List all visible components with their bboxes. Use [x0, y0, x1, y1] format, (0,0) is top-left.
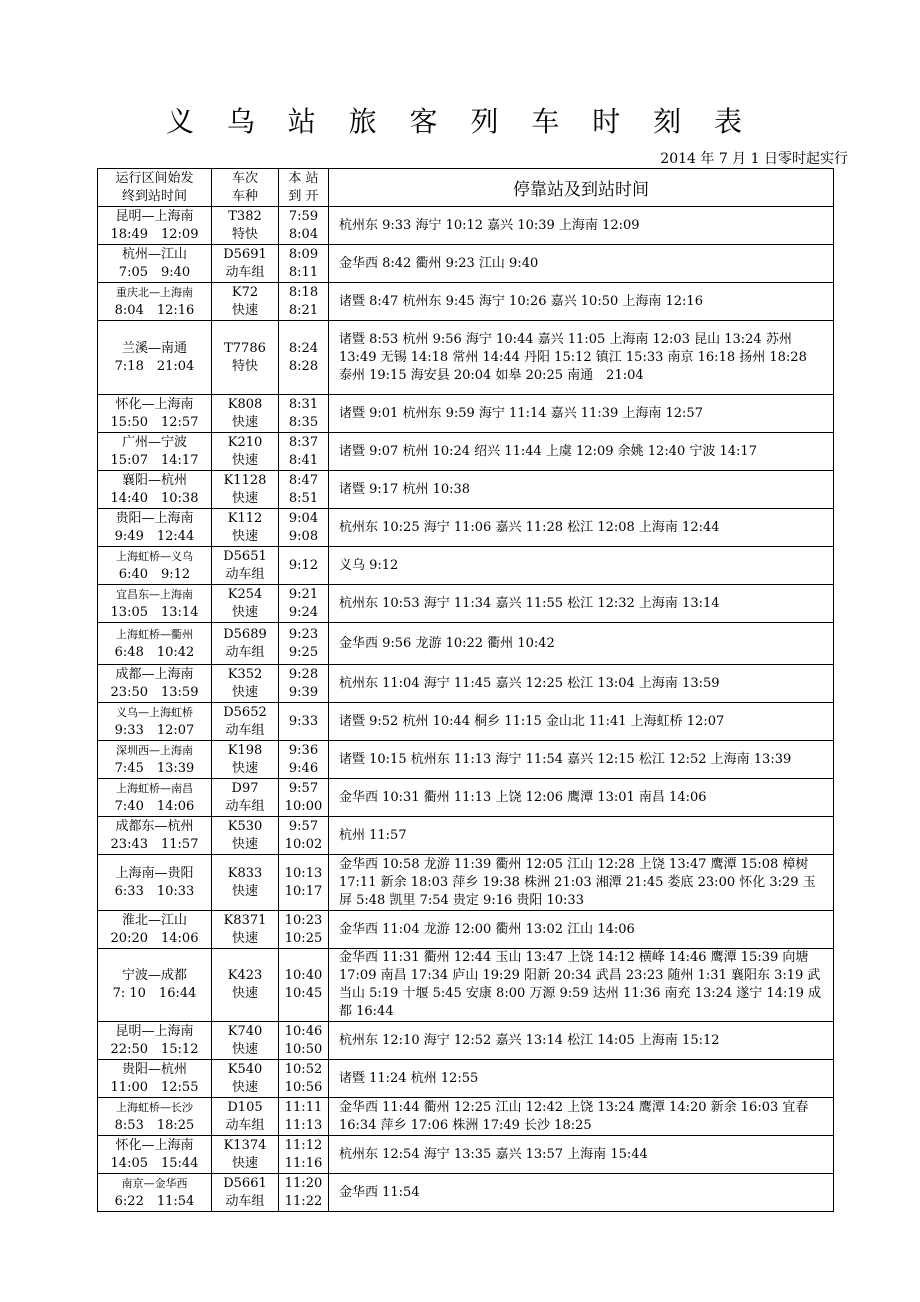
table-row	[98, 623, 834, 665]
effective-date: 2014 年 7 月 1 日零时起实行	[660, 151, 848, 167]
table-row	[98, 207, 834, 245]
table-row	[98, 547, 834, 585]
train-cell	[212, 1174, 279, 1212]
table-row	[98, 1136, 834, 1174]
table-row	[98, 245, 834, 283]
route-cell	[98, 585, 212, 623]
train-cell	[212, 207, 279, 245]
arrival-time: 10:40	[284, 968, 323, 983]
stops-cell: 金华西 11:44 衢州 12:25 江山 12:42 上饶 13:24 鹰潭 14:20 新余 16:03 宜春 16:34 萍乡 17:06 株洲 17:49 长沙 18:25	[329, 1098, 834, 1136]
arrival-time: 8:24	[288, 340, 319, 356]
route-times: 7: 10 16:44	[112, 986, 197, 1001]
station-times-cell	[279, 741, 329, 779]
train-number: K833	[227, 865, 263, 881]
departure-time: 10:50	[284, 1041, 323, 1057]
station-times-cell	[279, 321, 329, 395]
station-times-cell	[279, 1022, 329, 1060]
arrival-time: 10:13	[284, 865, 323, 881]
route-name: 襄阳—杭州	[121, 472, 187, 488]
train-number: K540	[227, 1061, 263, 1077]
arrival-time: 9:57	[288, 780, 319, 796]
header-train-line2: 车种	[231, 188, 258, 204]
route-cell	[98, 779, 212, 817]
train-number: K1374	[223, 1137, 267, 1153]
departure-time: 8:21	[288, 302, 319, 318]
train-type: 快速	[231, 302, 258, 318]
route-cell	[98, 509, 212, 547]
departure-time: 11:22	[284, 1193, 323, 1209]
route-cell	[98, 245, 212, 283]
station-times-cell	[279, 207, 329, 245]
train-number: T7786	[224, 340, 266, 356]
train-cell	[212, 509, 279, 547]
departure-time: 8:28	[288, 358, 319, 374]
train-number: T382	[228, 208, 262, 224]
train-number: D5661	[223, 1175, 267, 1191]
arrival-time: 9:04	[288, 510, 319, 526]
stops-cell: 金华西 8:42 衢州 9:23 江山 9:40	[329, 245, 834, 283]
train-cell	[212, 779, 279, 817]
train-type: 快速	[231, 414, 258, 430]
station-times-cell	[279, 817, 329, 855]
departure-time: 8:51	[288, 490, 319, 506]
route-times: 9:33 12:07	[114, 722, 195, 738]
arrival-time: 8:37	[288, 434, 319, 450]
route-times: 18:49 12:09	[110, 226, 199, 242]
train-type: 快速	[231, 490, 258, 506]
table-row	[98, 703, 834, 741]
header-station-line1: 本 站	[288, 170, 319, 186]
route-name: 贵阳—杭州	[121, 1061, 187, 1077]
table-row	[98, 471, 834, 509]
arrival-time: 9:57	[288, 818, 319, 834]
arrival-time: 8:18	[288, 284, 319, 300]
departure-time: 10:02	[284, 836, 323, 852]
table-row	[98, 855, 834, 911]
train-type: 动车组	[225, 1117, 265, 1133]
departure-time: 10:00	[284, 798, 323, 814]
table-row	[98, 1174, 834, 1212]
route-cell	[98, 949, 212, 1022]
route-times: 15:07 14:17	[110, 452, 199, 468]
train-cell	[212, 741, 279, 779]
route-cell	[98, 911, 212, 949]
train-number: D5652	[223, 704, 267, 720]
train-cell	[212, 321, 279, 395]
table-row	[98, 665, 834, 703]
route-times: 15:50 12:57	[110, 414, 199, 430]
stops-cell: 金华西 9:56 龙游 10:22 衢州 10:42	[329, 623, 834, 665]
header-train-line1: 车次	[231, 170, 258, 186]
stops-cell: 义乌 9:12	[329, 547, 834, 585]
departure-time: 9:25	[288, 644, 319, 660]
header-route-line2: 终到站时间	[121, 188, 187, 204]
stops-cell: 诸暨 9:17 杭州 10:38	[329, 471, 834, 509]
departure-time: 10:17	[284, 883, 323, 899]
station-times-cell	[279, 1136, 329, 1174]
table-row	[98, 321, 834, 395]
train-number: K112	[227, 510, 263, 526]
train-type: 快速	[231, 930, 258, 946]
train-type: 快速	[231, 684, 258, 700]
train-number: D97	[231, 780, 259, 796]
train-type: 动车组	[225, 644, 265, 660]
stops-cell: 诸暨 9:52 杭州 10:44 桐乡 11:15 金山北 11:41 上海虹桥 12:07	[329, 703, 834, 741]
train-cell	[212, 817, 279, 855]
station-times-cell	[279, 779, 329, 817]
arrival-time: 9:12	[288, 557, 319, 573]
train-cell	[212, 283, 279, 321]
table-row	[98, 949, 834, 1022]
train-cell	[212, 395, 279, 433]
train-cell	[212, 1136, 279, 1174]
route-times: 6:40 9:12	[118, 566, 191, 582]
route-times: 7:45 13:39	[114, 760, 195, 776]
table-row	[98, 817, 834, 855]
timetable-body	[98, 207, 834, 1212]
train-cell	[212, 433, 279, 471]
train-type: 快速	[231, 452, 258, 468]
route-name: 重庆北—上海南	[116, 285, 193, 299]
stops-cell: 诸暨 9:07 杭州 10:24 绍兴 11:44 上虞 12:09 余姚 12:40 宁波 14:17	[329, 433, 834, 471]
route-times: 20:20 14:06	[110, 930, 199, 946]
stops-cell: 诸暨 9:01 杭州东 9:59 海宁 11:14 嘉兴 11:39 上海南 12:57	[329, 395, 834, 433]
stops-cell: 杭州东 12:54 海宁 13:35 嘉兴 13:57 上海南 15:44	[329, 1136, 834, 1174]
route-times: 8:04 12:16	[114, 302, 195, 318]
train-type: 快速	[231, 1041, 258, 1057]
train-cell	[212, 1022, 279, 1060]
station-times-cell	[279, 245, 329, 283]
header-station-line2: 到 开	[288, 188, 319, 204]
route-times: 9:49 12:44	[114, 528, 195, 544]
train-number: K1128	[223, 472, 267, 488]
departure-time: 9:24	[288, 604, 319, 620]
arrival-time: 10:46	[284, 1023, 323, 1039]
route-cell	[98, 207, 212, 245]
departure-time: 10:45	[284, 986, 323, 1001]
stops-cell: 杭州东 12:10 海宁 12:52 嘉兴 13:14 松江 14:05 上海南 15:12	[329, 1022, 834, 1060]
route-name: 成都—上海南	[115, 666, 194, 682]
route-name: 南京—金华西	[121, 1176, 188, 1190]
station-times-cell	[279, 433, 329, 471]
station-times-cell	[279, 855, 329, 911]
route-cell	[98, 1136, 212, 1174]
route-cell	[98, 665, 212, 703]
route-times: 6:33 10:33	[114, 883, 195, 899]
route-name: 上海虹桥—义乌	[116, 549, 193, 563]
station-times-cell	[279, 1098, 329, 1136]
route-cell	[98, 855, 212, 911]
stops-cell: 杭州东 11:04 海宁 11:45 嘉兴 12:25 松江 13:04 上海南 13:59	[329, 665, 834, 703]
route-name: 昆明—上海南	[115, 208, 194, 224]
route-name: 宜昌东—上海南	[116, 587, 193, 601]
stops-cell: 杭州东 10:25 海宁 11:06 嘉兴 11:28 松江 12:08 上海南 12:44	[329, 509, 834, 547]
route-times: 11:00 12:55	[110, 1079, 199, 1095]
train-type: 动车组	[225, 566, 265, 582]
stops-cell: 杭州 11:57	[329, 817, 834, 855]
route-cell	[98, 471, 212, 509]
train-type: 快速	[231, 1079, 258, 1095]
train-cell	[212, 623, 279, 665]
departure-time: 8:41	[288, 452, 319, 468]
route-name: 贵阳—上海南	[115, 510, 194, 526]
station-times-cell	[279, 703, 329, 741]
train-number: D5651	[223, 548, 267, 564]
route-times: 7:05 9:40	[118, 264, 191, 280]
train-cell	[212, 471, 279, 509]
arrival-time: 10:52	[284, 1061, 323, 1077]
table-row	[98, 911, 834, 949]
station-times-cell	[279, 585, 329, 623]
station-times-cell	[279, 623, 329, 665]
table-row	[98, 1060, 834, 1098]
arrival-time: 7:59	[288, 208, 319, 224]
arrival-time: 11:20	[284, 1175, 323, 1191]
train-type: 快速	[231, 1155, 258, 1171]
route-name: 上海南—贵阳	[115, 865, 194, 881]
arrival-time: 9:33	[288, 713, 319, 729]
station-times-cell	[279, 547, 329, 585]
route-cell	[98, 1174, 212, 1212]
station-times-cell	[279, 509, 329, 547]
route-cell	[98, 703, 212, 741]
stops-cell: 杭州东 9:33 海宁 10:12 嘉兴 10:39 上海南 12:09	[329, 207, 834, 245]
departure-time: 8:04	[288, 226, 319, 242]
departure-time: 8:35	[288, 414, 319, 430]
stops-cell: 金华西 11:54	[329, 1174, 834, 1212]
route-name: 义乌—上海虹桥	[116, 705, 193, 719]
route-times: 6:22 11:54	[114, 1193, 195, 1209]
train-type: 快速	[231, 883, 258, 899]
route-times: 23:43 11:57	[110, 836, 199, 852]
header-station	[279, 169, 329, 207]
route-times: 6:48 10:42	[114, 644, 195, 660]
departure-time: 9:46	[288, 760, 319, 776]
station-times-cell	[279, 1060, 329, 1098]
departure-time: 9:39	[288, 684, 319, 700]
train-cell	[212, 547, 279, 585]
departure-time: 11:16	[284, 1155, 323, 1171]
train-type: 动车组	[225, 798, 265, 814]
route-times: 14:40 10:38	[110, 490, 199, 506]
arrival-time: 8:31	[288, 396, 319, 412]
train-type: 动车组	[225, 1193, 265, 1209]
timetable	[97, 168, 834, 1212]
train-type: 快速	[231, 604, 258, 620]
departure-time: 10:56	[284, 1079, 323, 1095]
table-row	[98, 741, 834, 779]
departure-time: 9:08	[288, 528, 319, 544]
table-row	[98, 779, 834, 817]
train-type: 快速	[231, 528, 258, 544]
route-name: 上海虹桥—长沙	[116, 1100, 193, 1114]
train-cell	[212, 703, 279, 741]
train-number: K808	[227, 396, 263, 412]
route-cell	[98, 395, 212, 433]
header-stops: 停靠站及到站时间	[329, 169, 834, 207]
route-cell	[98, 1098, 212, 1136]
stops-cell: 金华西 10:58 龙游 11:39 衢州 12:05 江山 12:28 上饶 13:47 鹰潭 15:08 樟树 17:11 新余 18:03 萍乡 19:38 株洲 21:03 湘潭 21:45 娄底 23:00 怀化 3:29 玉屏 5:48 凯里 7:54 贵定 9:16 贵阳 10:33	[329, 855, 834, 911]
route-times: 8:53 18:25	[114, 1117, 195, 1133]
route-name: 兰溪—南通	[121, 340, 187, 356]
train-cell	[212, 1098, 279, 1136]
stops-cell: 诸暨 8:47 杭州东 9:45 海宁 10:26 嘉兴 10:50 上海南 12:16	[329, 283, 834, 321]
route-name: 上海虹桥—南昌	[116, 781, 193, 795]
table-row	[98, 433, 834, 471]
train-cell	[212, 665, 279, 703]
route-name: 昆明—上海南	[115, 1023, 194, 1039]
station-times-cell	[279, 949, 329, 1022]
stops-cell: 杭州东 10:53 海宁 11:34 嘉兴 11:55 松江 12:32 上海南 13:14	[329, 585, 834, 623]
train-number: K254	[227, 586, 263, 602]
train-number: K198	[227, 742, 263, 758]
train-number: K530	[227, 818, 263, 834]
route-times: 13:05 13:14	[110, 604, 199, 620]
arrival-time: 11:12	[284, 1137, 323, 1153]
stops-cell: 诸暨 8:53 杭州 9:56 海宁 10:44 嘉兴 11:05 上海南 12:03 昆山 13:24 苏州 13:49 无锡 14:18 常州 14:44 丹阳 15:12 镇江 15:33 南京 16:18 扬州 18:28 泰州 19:15 海安县 20:04 如皋 20:25 南通 21:04	[329, 321, 834, 395]
stops-cell: 金华西 10:31 衢州 11:13 上饶 12:06 鹰潭 13:01 南昌 14:06	[329, 779, 834, 817]
route-name: 怀化—上海南	[115, 396, 194, 412]
train-type: 快速	[231, 986, 258, 1001]
train-cell	[212, 949, 279, 1022]
departure-time: 11:13	[284, 1117, 323, 1133]
train-number: K72	[231, 284, 259, 300]
station-times-cell	[279, 1174, 329, 1212]
route-cell	[98, 283, 212, 321]
route-times: 7:40 14:06	[114, 798, 195, 814]
train-type: 快速	[231, 760, 258, 776]
arrival-time: 9:21	[288, 586, 319, 602]
arrival-time: 9:36	[288, 742, 319, 758]
arrival-time: 8:09	[288, 246, 319, 262]
stops-cell: 金华西 11:04 龙游 12:00 衢州 13:02 江山 14:06	[329, 911, 834, 949]
train-cell	[212, 911, 279, 949]
arrival-time: 11:11	[284, 1099, 323, 1115]
header-train	[212, 169, 279, 207]
train-type: 特快	[231, 226, 258, 242]
train-number: D5691	[223, 246, 267, 262]
header-row	[98, 169, 834, 207]
arrival-time: 10:23	[284, 912, 323, 928]
train-number: K740	[227, 1023, 263, 1039]
arrival-time: 8:47	[288, 472, 319, 488]
train-cell	[212, 1060, 279, 1098]
header-route-line1: 运行区间始发	[115, 170, 194, 186]
train-cell	[212, 245, 279, 283]
route-name: 深圳西—上海南	[116, 743, 193, 757]
train-number: K8371	[223, 912, 267, 928]
route-name: 上海虹桥—衢州	[116, 627, 193, 641]
train-number: K423	[227, 968, 263, 983]
route-cell	[98, 741, 212, 779]
page-title: 义 乌 站 旅 客 列 车 时 刻 表	[165, 105, 755, 138]
route-name: 广州—宁波	[121, 434, 187, 450]
station-times-cell	[279, 471, 329, 509]
train-number: D105	[227, 1099, 263, 1115]
route-cell	[98, 1060, 212, 1098]
stops-cell: 诸暨 10:15 杭州东 11:13 海宁 11:54 嘉兴 12:15 松江 12:52 上海南 13:39	[329, 741, 834, 779]
route-times: 14:05 15:44	[110, 1155, 199, 1171]
route-name: 杭州—江山	[121, 246, 187, 262]
table-row	[98, 1022, 834, 1060]
route-cell	[98, 1022, 212, 1060]
route-name: 成都东—杭州	[115, 818, 194, 834]
station-times-cell	[279, 283, 329, 321]
table-row	[98, 585, 834, 623]
table-row	[98, 283, 834, 321]
table-row	[98, 509, 834, 547]
train-cell	[212, 585, 279, 623]
station-times-cell	[279, 665, 329, 703]
route-cell	[98, 623, 212, 665]
route-cell	[98, 433, 212, 471]
arrival-time: 9:28	[288, 666, 319, 682]
train-number: K352	[227, 666, 263, 682]
route-times: 7:18 21:04	[114, 358, 195, 374]
route-name: 宁波—成都	[121, 968, 187, 983]
table-row	[98, 395, 834, 433]
train-type: 快速	[231, 836, 258, 852]
route-times: 22:50 15:12	[110, 1041, 199, 1057]
header-route	[98, 169, 212, 207]
route-times: 23:50 13:59	[110, 684, 199, 700]
train-cell	[212, 855, 279, 911]
train-number: K210	[227, 434, 263, 450]
table-row	[98, 1098, 834, 1136]
stops-cell: 金华西 11:31 衢州 12:44 玉山 13:47 上饶 14:12 横峰 14:46 鹰潭 15:39 向塘 17:09 南昌 17:34 庐山 19:29 阳新 20:34 武昌 23:23 随州 1:31 襄阳东 3:19 武当山 5:19 十堰 5:45 安康 8:00 万源 9:59 达州 11:36 南充 13:24 遂宁 14:19 成都 16:44	[329, 949, 834, 1022]
departure-time: 10:25	[284, 930, 323, 946]
route-cell	[98, 817, 212, 855]
train-type: 特快	[231, 358, 258, 374]
station-times-cell	[279, 395, 329, 433]
station-times-cell	[279, 911, 329, 949]
route-cell	[98, 321, 212, 395]
train-number: D5689	[223, 626, 267, 642]
departure-time: 8:11	[288, 264, 319, 280]
route-name: 淮北—江山	[121, 912, 187, 928]
route-name: 怀化—上海南	[115, 1137, 194, 1153]
arrival-time: 9:23	[288, 626, 319, 642]
route-cell	[98, 547, 212, 585]
stops-cell: 诸暨 11:24 杭州 12:55	[329, 1060, 834, 1098]
train-type: 动车组	[225, 722, 265, 738]
train-type: 动车组	[225, 264, 265, 280]
